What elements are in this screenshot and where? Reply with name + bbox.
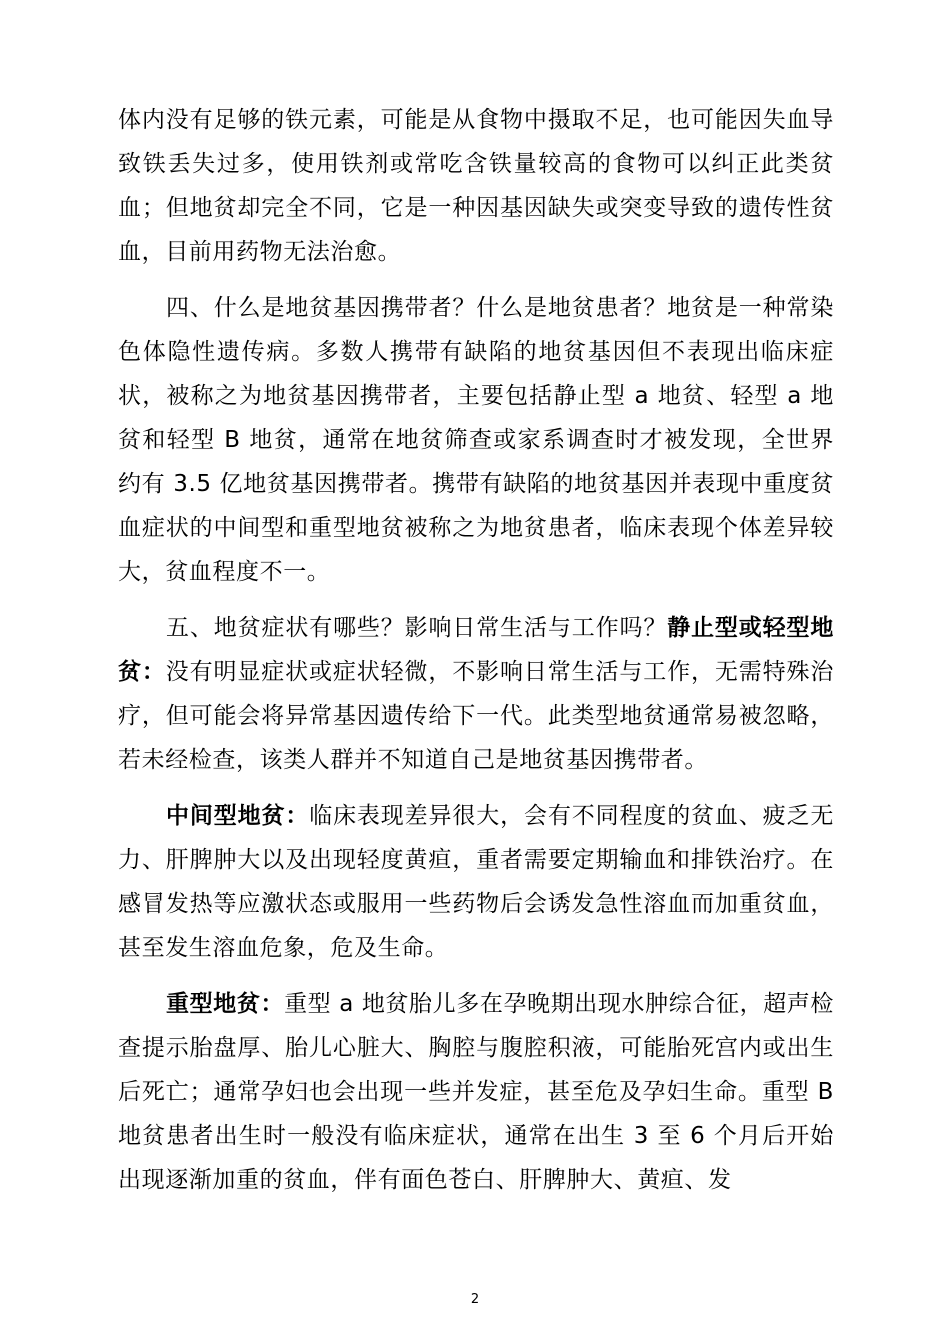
paragraph-intermedia bbox=[118, 794, 834, 970]
term-mild-thalassemia: 静止型或轻型地贫： bbox=[118, 615, 835, 685]
section-question: 五、地贫症状有哪些？影响日常生活与工作吗？ bbox=[166, 615, 668, 641]
paragraph-text: 没有明显症状或症状轻微，不影响日常生活与工作，无需特殊治疗，但可能会将异常基因遗传给下一代。此类型地贫通常易被忽略，若未经检查，该类人群并不知道自己是地贫基因携带者。 bbox=[118, 659, 834, 773]
page-number: 2 bbox=[470, 1292, 480, 1307]
paragraph-text: 临床表现差异很大，会有不同程度的贫血、疲乏无力、肝脾肿大以及出现轻度黄疸，重者需要定期输血和排铁治疗。在感冒发热等应激状态或服用一些药物后会诱发急性溶血而加重贫血，甚至发生溶血危象，危及生命。 bbox=[118, 803, 834, 961]
paragraph-carrier-definition bbox=[118, 286, 834, 594]
paragraph-text: 四、什么是地贫基因携带者？什么是地贫患者？地贫是一种常染色体隐性遗传病。多数人携带有缺陷的地贫基因但不表现出临床症状，被称之为地贫基因携带者，主要包括静止型 a 地贫、轻型 a 地贫和轻型 B 地贫，通常在地贫筛查或家系调查时才被发现，全世界约有 3.5 亿地贫基因携带者。携带有缺陷的地贫基因并表现中重度贫血症状的中间型和重型地贫被称之为地贫患者，临床表现个体差异较大，贫血程度不一。 bbox=[118, 295, 834, 585]
term-intermedia-thalassemia: 中间型地贫： bbox=[166, 803, 310, 829]
paragraph-symptoms-mild bbox=[118, 606, 834, 782]
term-major-thalassemia: 重型地贫： bbox=[166, 991, 285, 1017]
paragraph-text: 重型 a 地贫胎儿多在孕晚期出现水肿综合征，超声检查提示胎盘厚、胎儿心脏大、胸腔与腹腔积液，可能胎死宫内或出生后死亡；通常孕妇也会出现一些并发症，甚至危及孕妇生命。重型 B 地贫患者出生时一般没有临床症状，通常在出生 3 至 6 个月后开始出现逐渐加重的贫血，伴有面色苍白、肝脾肿大、黄疸、发 bbox=[118, 991, 835, 1193]
paragraph-text: 体内没有足够的铁元素，可能是从食物中摄取不足，也可能因失血导致铁丢失过多，使用铁剂或常吃含铁量较高的食物可以纠正此类贫血；但地贫却完全不同，它是一种因基因缺失或突变导致的遗传性贫血，目前用药物无法治愈。 bbox=[118, 107, 834, 265]
paragraph-iron-deficiency bbox=[118, 98, 834, 274]
paragraph-major bbox=[118, 982, 834, 1202]
document-body bbox=[118, 98, 834, 1214]
